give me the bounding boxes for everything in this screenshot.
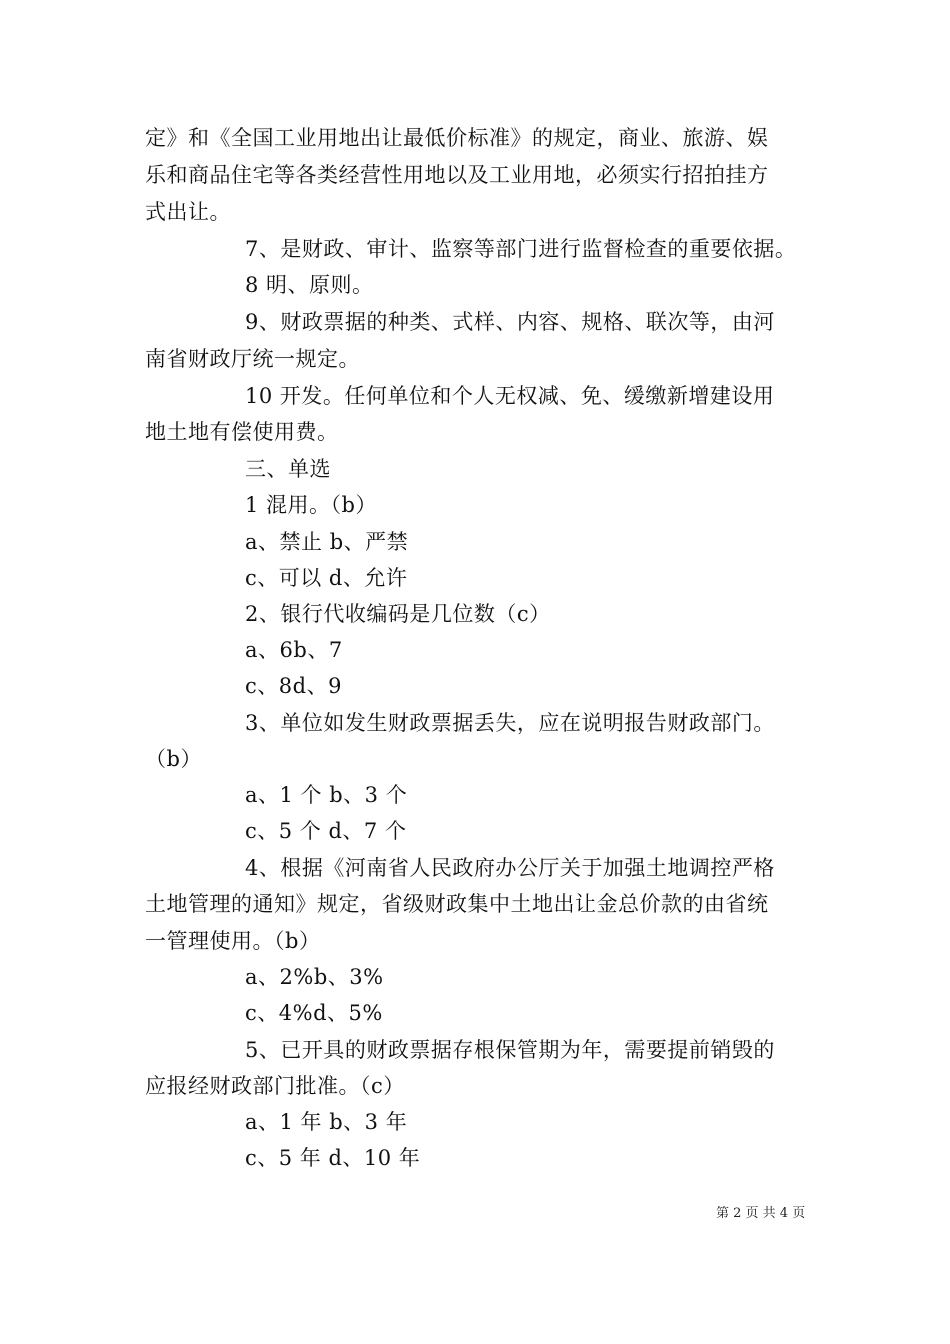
page-number: 第 2 页 共 4 页: [716, 1206, 806, 1221]
answer-options: c、5 个 d、7 个: [245, 819, 407, 843]
text-line: 南省财政厅统一规定。: [145, 347, 360, 371]
text-line: 乐和商品住宅等各类经营性用地以及工业用地，必须实行招拍挂方: [145, 163, 769, 187]
section-heading: 三、单选: [245, 457, 331, 481]
text-line: 土地管理的通知》规定，省级财政集中土地出让金总价款的由省统: [145, 892, 769, 916]
text-line: 7、是财政、审计、监察等部门进行监督检查的重要依据。: [245, 237, 797, 261]
text-line: 10 开发。任何单位和个人无权减、免、缓缴新增建设用: [245, 384, 775, 408]
question: 2、银行代收编码是几位数（c）: [245, 602, 551, 626]
text-line: 9、财政票据的种类、式样、内容、规格、联次等，由河: [245, 310, 775, 334]
answer-options: a、禁止 b、严禁: [245, 530, 409, 554]
text-line: 应报经财政部门批准。（c）: [145, 1074, 405, 1098]
text-line: 定》和《全国工业用地出让最低价标准》的规定，商业、旅游、娱: [145, 126, 769, 150]
text-line: 地土地有偿使用费。: [145, 420, 339, 444]
text-line: 8 明、原则。: [245, 273, 374, 297]
question: 4、根据《河南省人民政府办公厅关于加强土地调控严格: [245, 856, 775, 880]
question: 5、已开具的财政票据存根保管期为年，需要提前销毁的: [245, 1038, 775, 1062]
answer-options: a、1 个 b、3 个: [245, 783, 408, 807]
answer-options: c、4%d、5%: [245, 1001, 383, 1025]
answer-options: c、5 年 d、10 年: [245, 1146, 421, 1170]
answer-options: a、1 年 b、3 年: [245, 1110, 408, 1134]
text-line: （b）: [145, 747, 202, 771]
question: 1 混用。（b）: [245, 493, 377, 517]
question: 3、单位如发生财政票据丢失，应在说明报告财政部门。: [245, 711, 775, 735]
text-line: 式出让。: [145, 200, 231, 224]
answer-options: a、2%b、3%: [245, 965, 384, 989]
answer-options: a、6b、7: [245, 638, 343, 662]
answer-options: c、8d、9: [245, 674, 342, 698]
answer-options: c、可以 d、允许: [245, 566, 408, 590]
text-line: 一管理使用。（b）: [145, 929, 321, 953]
